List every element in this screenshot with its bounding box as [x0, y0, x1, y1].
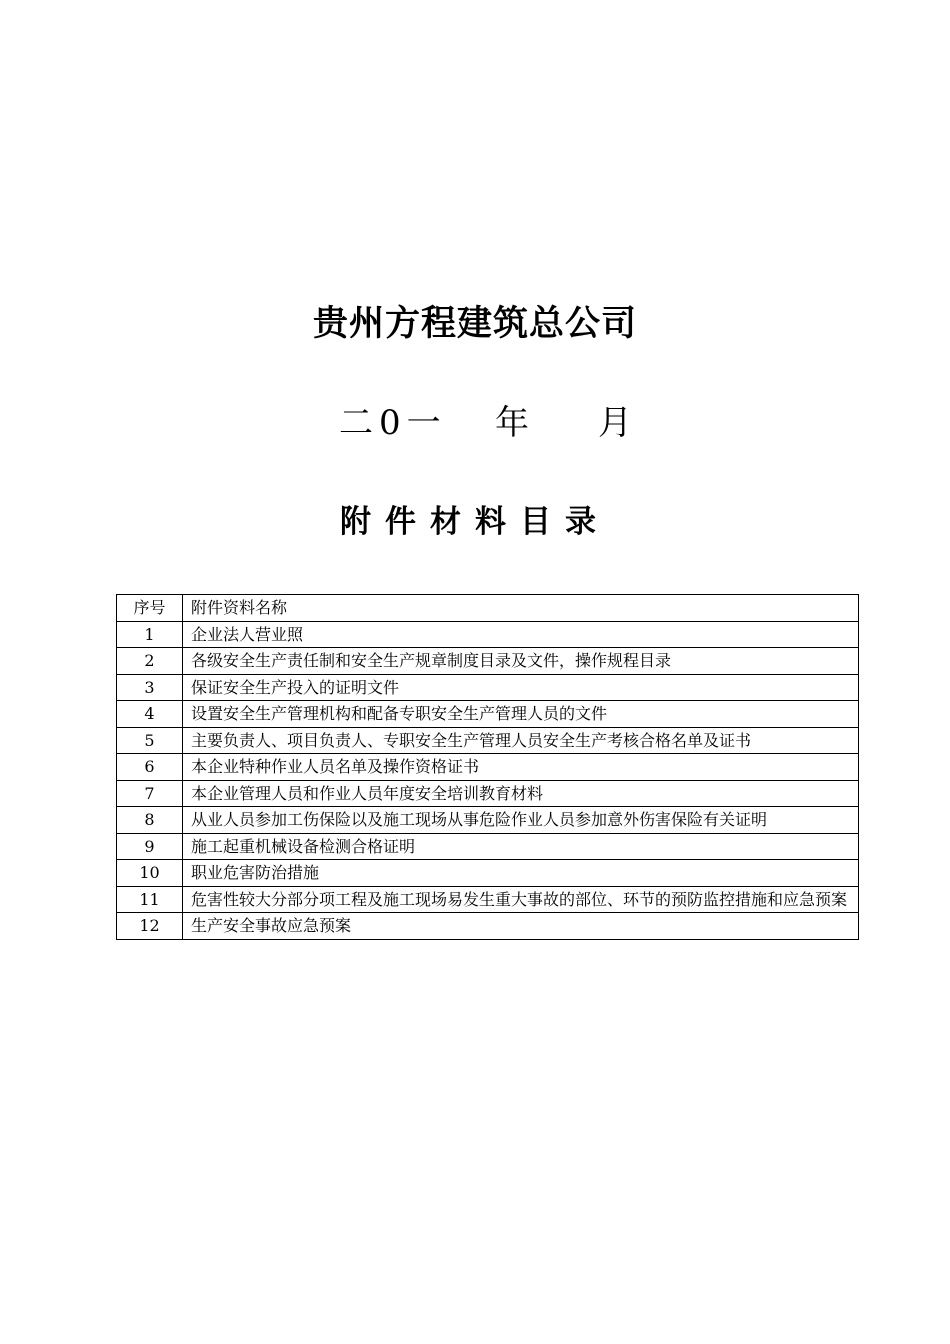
row-number: 3 [117, 674, 183, 701]
row-name: 职业危害防治措施 [183, 860, 859, 887]
row-number: 5 [117, 727, 183, 754]
row-name: 危害性较大分部分项工程及施工现场易发生重大事故的部位、环节的预防监控措施和应急预案 [183, 886, 859, 913]
date-year-label: 年 [495, 403, 529, 443]
row-number: 9 [117, 833, 183, 860]
row-name: 本企业特种作业人员名单及操作资格证书 [183, 754, 859, 781]
attachment-table [116, 594, 859, 940]
row-name: 生产安全事故应急预案 [183, 913, 859, 940]
row-number: 4 [117, 701, 183, 728]
row-number: 1 [117, 621, 183, 648]
table-row [117, 860, 859, 887]
row-number: 8 [117, 807, 183, 834]
table-row [117, 833, 859, 860]
row-name: 本企业管理人员和作业人员年度安全培训教育材料 [183, 780, 859, 807]
table-row [117, 754, 859, 781]
table-row [117, 701, 859, 728]
row-name: 施工起重机械设备检测合格证明 [183, 833, 859, 860]
table-row [117, 648, 859, 675]
table-row [117, 913, 859, 940]
document-title: 附件材料目录 [340, 504, 610, 540]
row-number: 6 [117, 754, 183, 781]
row-name: 各级安全生产责任制和安全生产规章制度目录及文件，操作规程目录 [183, 648, 859, 675]
column-header-number: 序号 [117, 595, 183, 622]
table-row [117, 886, 859, 913]
row-name: 设置安全生产管理机构和配备专职安全生产管理人员的文件 [183, 701, 859, 728]
table-row [117, 727, 859, 754]
row-number: 2 [117, 648, 183, 675]
table-row [117, 807, 859, 834]
row-name: 保证安全生产投入的证明文件 [183, 674, 859, 701]
row-name: 从业人员参加工伤保险以及施工现场从事危险作业人员参加意外伤害保险有关证明 [183, 807, 859, 834]
table-header-row [117, 595, 859, 622]
row-name: 企业法人营业照 [183, 621, 859, 648]
table-row [117, 621, 859, 648]
row-number: 7 [117, 780, 183, 807]
row-number: 11 [117, 886, 183, 913]
table-row [117, 674, 859, 701]
row-name: 主要负责人、项目负责人、专职安全生产管理人员安全生产考核合格名单及证书 [183, 727, 859, 754]
table-row [117, 780, 859, 807]
date-year-prefix: 二0一 [339, 403, 447, 443]
date-month-label: 月 [598, 403, 632, 443]
row-number: 10 [117, 860, 183, 887]
company-name: 贵州方程建筑总公司 [312, 304, 637, 344]
column-header-name: 附件资料名称 [183, 595, 859, 622]
row-number: 12 [117, 913, 183, 940]
